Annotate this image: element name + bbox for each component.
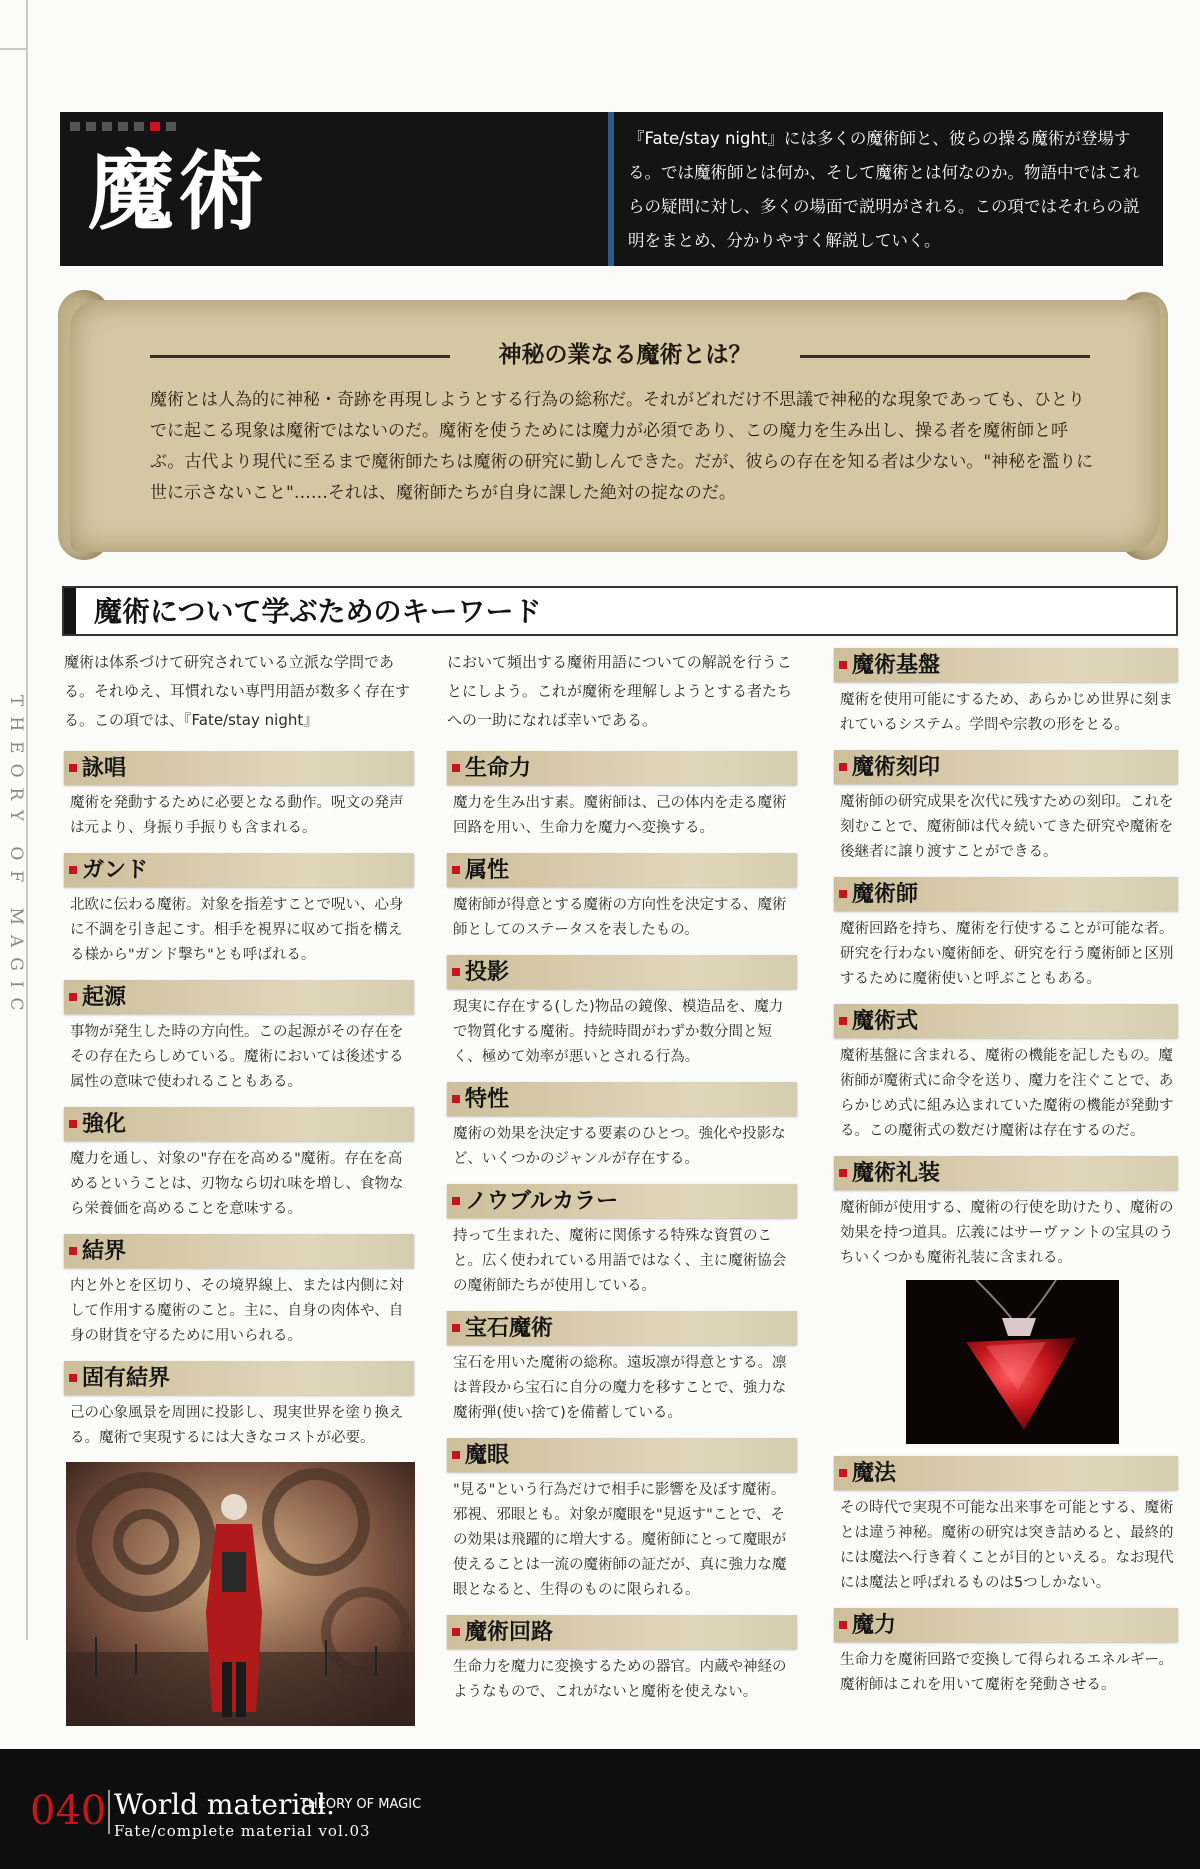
header-divider (608, 112, 614, 266)
keyword-term: 詠唱 (82, 755, 127, 781)
article-header (60, 112, 1163, 266)
footer-title: World material. (114, 1788, 335, 1821)
dot (70, 122, 80, 131)
keyword-entry (447, 1438, 797, 1603)
keyword-description: 己の心象風景を周囲に投影し、現実世界を塗り換える。魔術で実現するには大きなコストが必要。 (70, 1405, 404, 1446)
keyword-entry (834, 877, 1178, 992)
character-illustration (66, 1462, 415, 1726)
keyword-description: 宝石を用いた魔術の総称。遠坂凛が得意とする。凛は普段から宝石に自分の魔力を移すことで、強力な魔術弾(使い捨て)を備蓄している。 (453, 1355, 787, 1421)
red-square-icon (839, 1469, 847, 1477)
keyword-list-3a (834, 648, 1178, 1271)
keyword-description: 魔術基盤に含まれる、魔術の機能を記したもの。魔術師が魔術式に命令を送り、魔力を注ぐことで、あらかじめ式に組み込まれていた魔術の機能が発動する。この魔術式の数だけ魔術は存在するのだ。 (840, 1048, 1174, 1139)
intro-paragraph-1: 魔術は体系づけて研究されている立派な学問である。それゆえ、耳慣れない専門用語が数多く存在する。この項では、『Fate/stay night』 (64, 653, 410, 729)
keyword-heading (447, 1438, 797, 1472)
red-square-icon (839, 1017, 847, 1025)
red-square-icon (452, 764, 460, 772)
keyword-entry (64, 1361, 414, 1451)
keyword-heading (834, 750, 1178, 784)
keyword-term: ガンド (82, 857, 149, 883)
red-square-icon (69, 764, 77, 772)
keyword-term: 魔力 (852, 1612, 897, 1638)
keyword-description: 魔術師が使用する、魔術の行使を助けたり、魔術の効果を持つ道具。広義にはサーヴァントの宝具のうちいくつかも魔術礼装に含まれる。 (840, 1200, 1174, 1266)
keyword-description: その時代で実現不可能な出来事を可能とする、魔術とは違う神秘。魔術の研究は突き詰めると、最終的には魔法へ行き着くことが目的といえる。なお現代には魔法と呼ばれるものは5つしかない。 (840, 1500, 1174, 1591)
keyword-heading (834, 1456, 1178, 1490)
keyword-term: 魔術礼装 (852, 1160, 941, 1186)
red-square-icon (839, 661, 847, 669)
keyword-heading (64, 751, 414, 785)
article-title: 魔術 (88, 141, 268, 242)
keyword-term: 宝石魔術 (465, 1315, 554, 1341)
keyword-entry (447, 955, 797, 1070)
keyword-description: 魔術回路を持ち、魔術を行使することが可能な者。研究を行わない魔術師を、研究を行う魔術師と区別するために魔術使いと呼ぶこともある。 (840, 921, 1174, 987)
keyword-entry (447, 751, 797, 841)
keyword-entry (447, 1184, 797, 1299)
keyword-entry (447, 1311, 797, 1426)
keyword-list-3b (834, 1456, 1178, 1698)
keyword-term: 結界 (82, 1238, 127, 1264)
red-square-icon (452, 866, 460, 874)
keyword-description: 魔術を発動するために必要となる動作。呪文の発声は元より、身振り手振りも含まれる。 (70, 795, 404, 836)
keyword-entry (64, 853, 414, 968)
keyword-description: 魔術師が得意とする魔術の方向性を決定する、魔術師としてのステータスを表したもの。 (453, 897, 787, 938)
keyword-description: 現実に存在する(した)物品の鏡像、模造品を、魔力で物質化する魔術。持続時間がわずか数分間と短く、極めて効率が悪いとされる行為。 (453, 999, 784, 1065)
footer-volume: Fate/complete material vol.03 (114, 1822, 371, 1840)
keyword-description: 魔術の効果を決定する要素のひとつ。強化や投影など、いくつかのジャンルが存在する。 (453, 1126, 786, 1167)
keyword-heading (64, 853, 414, 887)
section-accent (64, 588, 76, 634)
keyword-entry (834, 1156, 1178, 1271)
keyword-term: 魔術基盤 (852, 652, 941, 678)
keyword-heading (447, 853, 797, 887)
keyword-term: 魔眼 (465, 1442, 510, 1468)
keyword-heading (447, 955, 797, 989)
column-3 (834, 648, 1178, 1283)
red-square-icon (452, 1324, 460, 1332)
keyword-description: 内と外とを区切り、その境界線上、または内側に対して作用する魔術のこと。主に、自身の肉体や、自身の財貨を守るために用いられる。 (70, 1278, 404, 1344)
keyword-entry (447, 1615, 797, 1705)
keyword-entry (447, 1082, 797, 1172)
keyword-entry (64, 1107, 414, 1222)
keyword-heading (64, 1107, 414, 1141)
dot (102, 122, 112, 131)
keyword-term: 固有結界 (82, 1365, 171, 1391)
keyword-description: 生命力を魔力に変換するための器官。内蔵や神経のようなもので、これがないと魔術を使えない。 (453, 1659, 787, 1700)
red-square-icon (839, 1169, 847, 1177)
keyword-heading (447, 1082, 797, 1116)
keyword-entry (834, 1004, 1178, 1144)
keyword-heading (447, 1184, 797, 1218)
article-intro: 『Fate/stay night』には多くの魔術師と、彼らの操る魔術が登場する。では魔術師とは何か、そして魔術とは何なのか。物語中ではこれらの疑問に対し、多くの場面で説明がされる。この項ではそれらの説明をまとめ、分かりやすく解説していく。 (628, 129, 1140, 250)
keyword-heading (834, 1156, 1178, 1190)
scroll-title-row (150, 338, 1090, 372)
section-title: 魔術について学ぶためのキーワード (94, 595, 542, 628)
red-square-icon (69, 1247, 77, 1255)
keyword-heading (447, 1311, 797, 1345)
keyword-term: 魔術回路 (465, 1619, 554, 1645)
keyword-heading (834, 1608, 1178, 1642)
red-square-icon (69, 866, 77, 874)
keyword-description: 北欧に伝わる魔術。対象を指差すことで呪い、心身に不調を引き起こす。相手を視界に収めて指を構える様から"ガンド撃ち"とも呼ばれる。 (70, 897, 404, 963)
keyword-heading (64, 980, 414, 1014)
dot (134, 122, 144, 131)
red-square-icon (839, 890, 847, 898)
keyword-heading (64, 1234, 414, 1268)
column-1 (64, 648, 414, 1463)
keyword-term: 起源 (82, 984, 127, 1010)
keyword-description: 魔術師の研究成果を次代に残すための刻印。これを刻むことで、魔術師は代々続いてきた研究や魔術を後継者に譲り渡すことができる。 (840, 794, 1174, 860)
column-2 (447, 648, 797, 1717)
keyword-entry (834, 648, 1178, 738)
scroll-rule-left (150, 355, 450, 358)
scroll-title: 神秘の業なる魔術とは？ (498, 341, 752, 368)
keyword-heading (834, 648, 1178, 682)
keyword-term: 魔術刻印 (852, 754, 941, 780)
side-running-title: THEORY OF MAGIC (6, 695, 26, 1021)
red-square-icon (452, 1095, 460, 1103)
binding-line-top (0, 48, 26, 50)
keyword-heading (834, 1004, 1178, 1038)
footer-subtitle: THEORY OF MAGIC (300, 1797, 422, 1812)
intro-paragraph-2: において頻出する魔術用語についての解説を行うことにしよう。これが魔術を理解しようとする者たちへの一助になれば幸いである。 (447, 653, 793, 729)
keyword-term: 魔術師 (852, 881, 919, 907)
red-square-icon (839, 763, 847, 771)
keyword-entry (834, 1456, 1178, 1596)
keyword-description: "見る"という行為だけで相手に影響を及ぼす魔術。邪視、邪眼とも。対象が魔眼を"見返す"ことで、その効果は飛躍的に増大する。魔術師にとって魔眼が使えることは一流の魔術師の証だが、真に強力な魔眼となると、生得のものに限られる。 (453, 1482, 787, 1598)
keyword-list-1 (64, 751, 414, 1451)
scroll-body: 魔術とは人為的に神秘・奇跡を再現しようとする行為の総称だ。それがどれだけ不思議で神秘的な現象であっても、ひとりでに起こる現象は魔術ではないのだ。魔術を使うためには魔力が必須であり、この魔力を生み出し、操る者を魔術師と呼ぶ。古代より現代に至るまで魔術師たちは魔術の研究に勤しんできた。だが、彼らの存在を知る者は少ない。"神秘を濫りに世に示さないこと"……それは、魔術師たちが自身に課した絶対の掟なのだ。 (150, 390, 1094, 503)
keyword-entry (64, 980, 414, 1095)
jewel-pendant-image (906, 1280, 1119, 1444)
keyword-term: 属性 (465, 857, 510, 883)
keyword-entry (64, 1234, 414, 1349)
red-square-icon (69, 993, 77, 1001)
keyword-entry (834, 750, 1178, 865)
dot-active (150, 122, 160, 131)
section-header (62, 586, 1178, 636)
keyword-term: 生命力 (465, 755, 532, 781)
binding-line (26, 0, 28, 1640)
red-square-icon (69, 1374, 77, 1382)
red-square-icon (452, 1451, 460, 1459)
dot (86, 122, 96, 131)
keyword-description: 持って生まれた、魔術に関係する特殊な資質のこと。広く使われている用語ではなく、主に魔術協会の魔術師たちが使用している。 (453, 1228, 787, 1294)
keyword-description: 魔術を使用可能にするため、あらかじめ世界に刻まれているシステム。学問や宗教の形をとる。 (840, 692, 1173, 733)
keyword-term: 特性 (465, 1086, 510, 1112)
keyword-description: 魔力を生み出す素。魔術師は、己の体内を走る魔術回路を用い、生命力を魔力へ変換する。 (453, 795, 787, 836)
keyword-description: 魔力を通し、対象の"存在を高める"魔術。存在を高めるということは、刃物なら切れ味を増し、食物なら栄養価を高めることを意味する。 (70, 1151, 404, 1217)
keyword-entry (834, 1608, 1178, 1698)
red-square-icon (452, 1197, 460, 1205)
character-illustration-art (66, 1462, 415, 1726)
jewel-pendant-art (906, 1280, 1119, 1444)
header-dots (70, 122, 176, 131)
red-square-icon (839, 1621, 847, 1629)
red-square-icon (452, 968, 460, 976)
page-number: 040 (30, 1788, 107, 1834)
keyword-term: ノウブルカラー (465, 1188, 619, 1214)
keyword-entry (64, 751, 414, 841)
keyword-description: 事物が発生した時の方向性。この起源がその存在をその存在たらしめている。魔術においては後述する属性の意味で使われることもある。 (70, 1024, 404, 1090)
keyword-list-2 (447, 751, 797, 1705)
scroll-rule-right (800, 355, 1090, 358)
keyword-heading (447, 1615, 797, 1649)
keyword-heading (447, 751, 797, 785)
keyword-heading (834, 877, 1178, 911)
footer-divider (108, 1790, 110, 1834)
keyword-term: 強化 (82, 1111, 127, 1137)
red-square-icon (69, 1120, 77, 1128)
keyword-entry (447, 853, 797, 943)
column-3-lower (834, 1456, 1178, 1710)
keyword-heading (64, 1361, 414, 1395)
red-square-icon (452, 1628, 460, 1636)
keyword-term: 投影 (465, 959, 510, 985)
dot (118, 122, 128, 131)
keyword-term: 魔法 (852, 1460, 897, 1486)
keyword-term: 魔術式 (852, 1008, 919, 1034)
dot (166, 122, 176, 131)
keyword-description: 生命力を魔術回路で変換して得られるエネルギー。魔術師はこれを用いて魔術を発動させる。 (840, 1652, 1173, 1693)
